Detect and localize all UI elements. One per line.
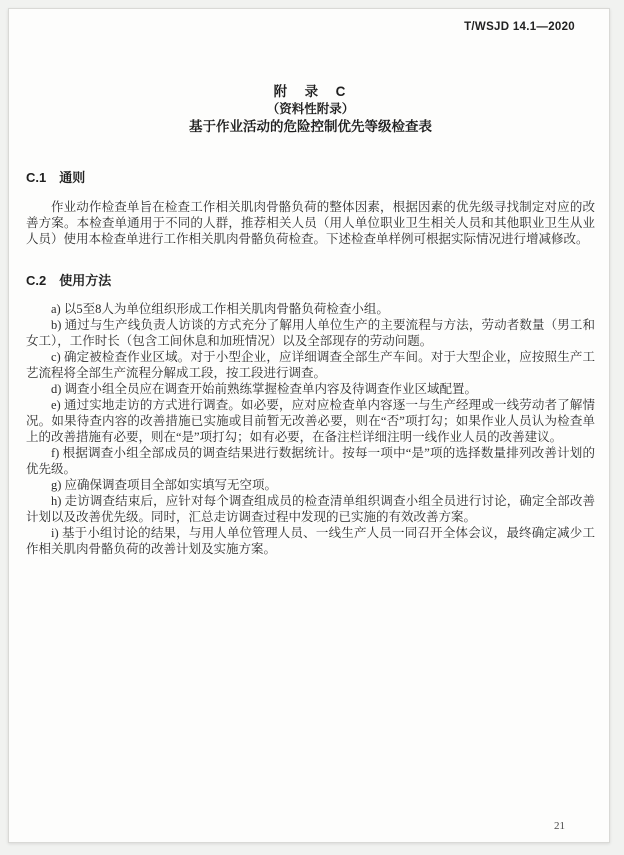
section-c2 [26, 270, 595, 557]
list-item-g: g) 应确保调查项目全部如实填写无空项。 [51, 478, 278, 492]
list-item-a: a) 以5至8人为单位组织形成工作相关肌肉骨骼负荷检查小组。 [51, 302, 389, 316]
appendix-title [26, 83, 595, 136]
section-c2-items [26, 301, 595, 557]
list-item-i: i) 基于小组讨论的结果，与用人单位管理人员、一线生产人员一同召开全体会议，最终确定减少工作相关肌肉骨骼负荷的改善计划及实施方案。 [26, 526, 595, 556]
section-c2-heading: C.2 使用方法 [26, 273, 112, 288]
section-c1-paragraph: 作业动作检查单旨在检查工作相关肌肉骨骼负荷的整体因素，根据因素的优先级寻找制定对应的改善方案。本检查单通用于不同的人群，推荐相关人员（用人单位职业卫生相关人员和其他职业卫生从业人员）使用本检查单进行工作相关肌肉骨骼负荷检查。下述检查单样例可根据实际情况进行增减修改。 [26, 200, 595, 246]
section-c1 [26, 167, 595, 247]
section-c1-heading: C.1 通则 [26, 170, 86, 185]
list-item-c: c) 确定被检查作业区域。对于小型企业，应详细调查全部生产车间。对于大型企业，应按照生产工艺流程将全部生产流程分解成工段，按工段进行调查。 [26, 350, 595, 380]
appendix-title-line1: 附 录 C [273, 84, 348, 99]
list-item-f: f) 根据调查小组全部成员的调查结果进行数据统计。按每一项中“是”项的选择数量排列改善计划的优先级。 [26, 446, 595, 476]
page-number: 21 [554, 820, 565, 832]
standard-number: T/WSJD 14.1—2020 [464, 21, 575, 33]
appendix-title-line3: 基于作业活动的危险控制优先等级检查表 [189, 119, 432, 134]
page-content [9, 9, 609, 557]
document-page [8, 8, 610, 843]
list-item-e: e) 通过实地走访的方式进行调查。如必要，应对应检查单内容逐一与生产经理或一线劳动者了解情况。如果待查内容的改善措施已实施或目前暂无改善必要，则在“否”项打勾；如果作业人员认为检查单上的改善措施有必要，则在“是”项打勾；如有必要，在备注栏详细注明一线作业人员的改善建议。 [26, 398, 595, 444]
list-item-d: d) 调查小组全员应在调查开始前熟练掌握检查单内容及待调查作业区域配置。 [51, 382, 478, 396]
list-item-b: b) 通过与生产线负责人访谈的方式充分了解用人单位生产的主要流程与方法，劳动者数量（男工和女工），工作时长（包含工间休息和加班情况）以及全部现存的劳动问题。 [26, 318, 595, 348]
list-item-h: h) 走访调查结束后，应针对每个调查组成员的检查清单组织调查小组全员进行讨论，确定全部改善计划以及改善优先级。同时，汇总走访调查过程中发现的已实施的有效改善方案。 [26, 494, 595, 524]
appendix-title-line2: （资料性附录） [266, 102, 355, 116]
